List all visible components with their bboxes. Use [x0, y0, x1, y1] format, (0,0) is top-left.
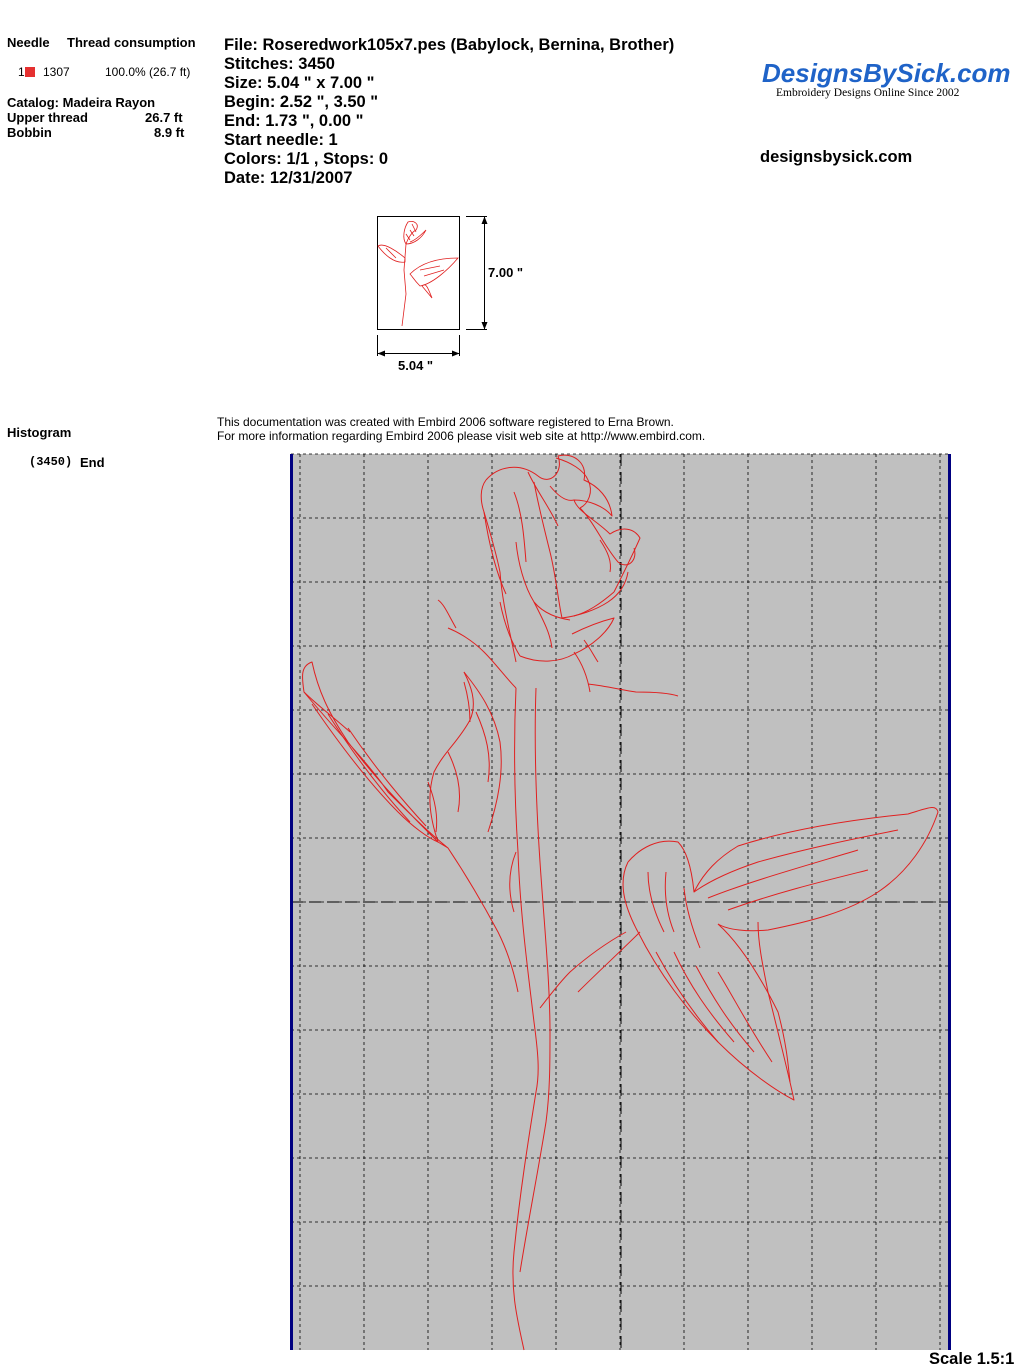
needle-number: 1 — [18, 65, 25, 79]
colors-stops: Colors: 1/1 , Stops: 0 — [224, 150, 389, 168]
bobbin-value: 8.9 ft — [154, 125, 185, 140]
stitch-count: Stitches: 3450 — [224, 55, 335, 73]
credit-line-2: For more information regarding Embird 2006 please visit web site at http://www.embird.com. — [217, 429, 706, 443]
upper-thread-label: Upper thread — [7, 110, 88, 125]
bobbin-label: Bobbin — [7, 125, 52, 140]
thumbnail-height-label: 7.00 " — [488, 265, 524, 280]
end-position: End: 1.73 ", 0.00 " — [224, 112, 364, 130]
histogram-entry-label: End — [80, 455, 105, 470]
website-text: designsbysick.com — [760, 148, 913, 166]
thread-row — [18, 65, 35, 79]
upper-thread-value: 26.7 ft — [145, 110, 183, 125]
thumbnail-width-label: 5.04 " — [398, 358, 434, 373]
thumbnail-frame — [378, 217, 460, 330]
histogram-title: Histogram — [7, 425, 72, 440]
thread-percent: 100.0% (26.7 ft) — [105, 65, 191, 79]
scale-label: Scale 1.5:1 — [929, 1350, 1015, 1368]
thread-consumption-header: Thread consumption — [67, 35, 196, 50]
design-size: Size: 5.04 " x 7.00 " — [224, 74, 375, 92]
logo-tagline: Embroidery Designs Online Since 2002 — [776, 87, 960, 99]
hoop-right-edge — [948, 454, 951, 1350]
histogram-entry-count: (3450) — [29, 455, 73, 469]
design-date: Date: 12/31/2007 — [224, 169, 353, 187]
logo-wordmark: DesignsBySick.com — [762, 58, 1011, 88]
file-name: File: Roseredwork105x7.pes (Babylock, Bernina, Brother) — [224, 36, 675, 54]
catalog-label: Catalog: Madeira Rayon — [7, 95, 156, 110]
begin-position: Begin: 2.52 ", 3.50 " — [224, 93, 379, 111]
thread-color-code: 1307 — [43, 65, 70, 79]
start-needle: Start needle: 1 — [224, 131, 338, 149]
needle-header: Needle — [7, 35, 50, 50]
design-preview — [288, 452, 954, 1352]
thread-color-swatch — [25, 67, 35, 77]
file-info — [224, 36, 674, 188]
design-thumbnail — [370, 210, 540, 375]
credit-line-1: This documentation was created with Embird 2006 software registered to Erna Brown. — [217, 415, 674, 429]
hoop-left-edge — [290, 454, 293, 1350]
